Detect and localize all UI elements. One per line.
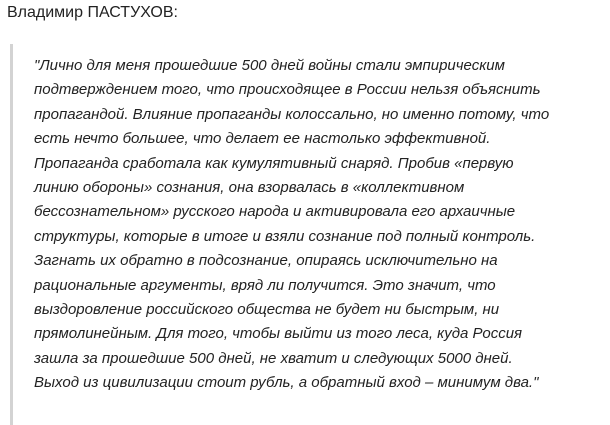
blockquote xyxy=(10,44,602,425)
quote-line: Пропаганда сработала как кумулятивный снаряд. Пробив «первую xyxy=(34,154,514,172)
quote-line: "Лично для меня прошедшие 500 дней войны стали эмпирическим xyxy=(34,57,505,74)
quote-line: рациональные аргументы, вряд ли получится. Это значит, что xyxy=(34,276,496,294)
quote-line: Выход из цивилизации стоит рубль, а обратный вход – минимум два." xyxy=(34,374,539,392)
quote-line: Загнать их обратно в подсознание, опираясь исключительно на xyxy=(34,252,498,270)
quote-line: есть нечто большее, что делает ее настолько эффективной. xyxy=(34,130,491,148)
quote-text xyxy=(34,54,549,396)
quote-line: выздоровление российского общества не будет ни быстрым, ни xyxy=(34,301,500,319)
author-name: Владимир ПАСТУХОВ: xyxy=(7,4,178,21)
quote-line: бессознательном» русского народа и активировала его архаичные xyxy=(34,203,516,221)
quote-line: прямолинейным. Для того, чтобы выйти из того леса, куда Россия xyxy=(34,325,523,343)
quote-line: зашла за прошедшие 500 дней, не хватит и следующих 5000 дней. xyxy=(34,349,513,367)
quote-line: линию обороны» сознания, она взорвалась в «коллективном xyxy=(34,179,465,197)
quote-line: структуры, которые в итоге и взяли сознание под полный контроль. xyxy=(34,227,536,245)
quote-line: подтверждением того, что происходящее в России нельзя объяснить xyxy=(34,81,541,99)
quote-line: пропагандой. Влияние пропаганды колоссально, но именно потому, что xyxy=(34,105,550,123)
